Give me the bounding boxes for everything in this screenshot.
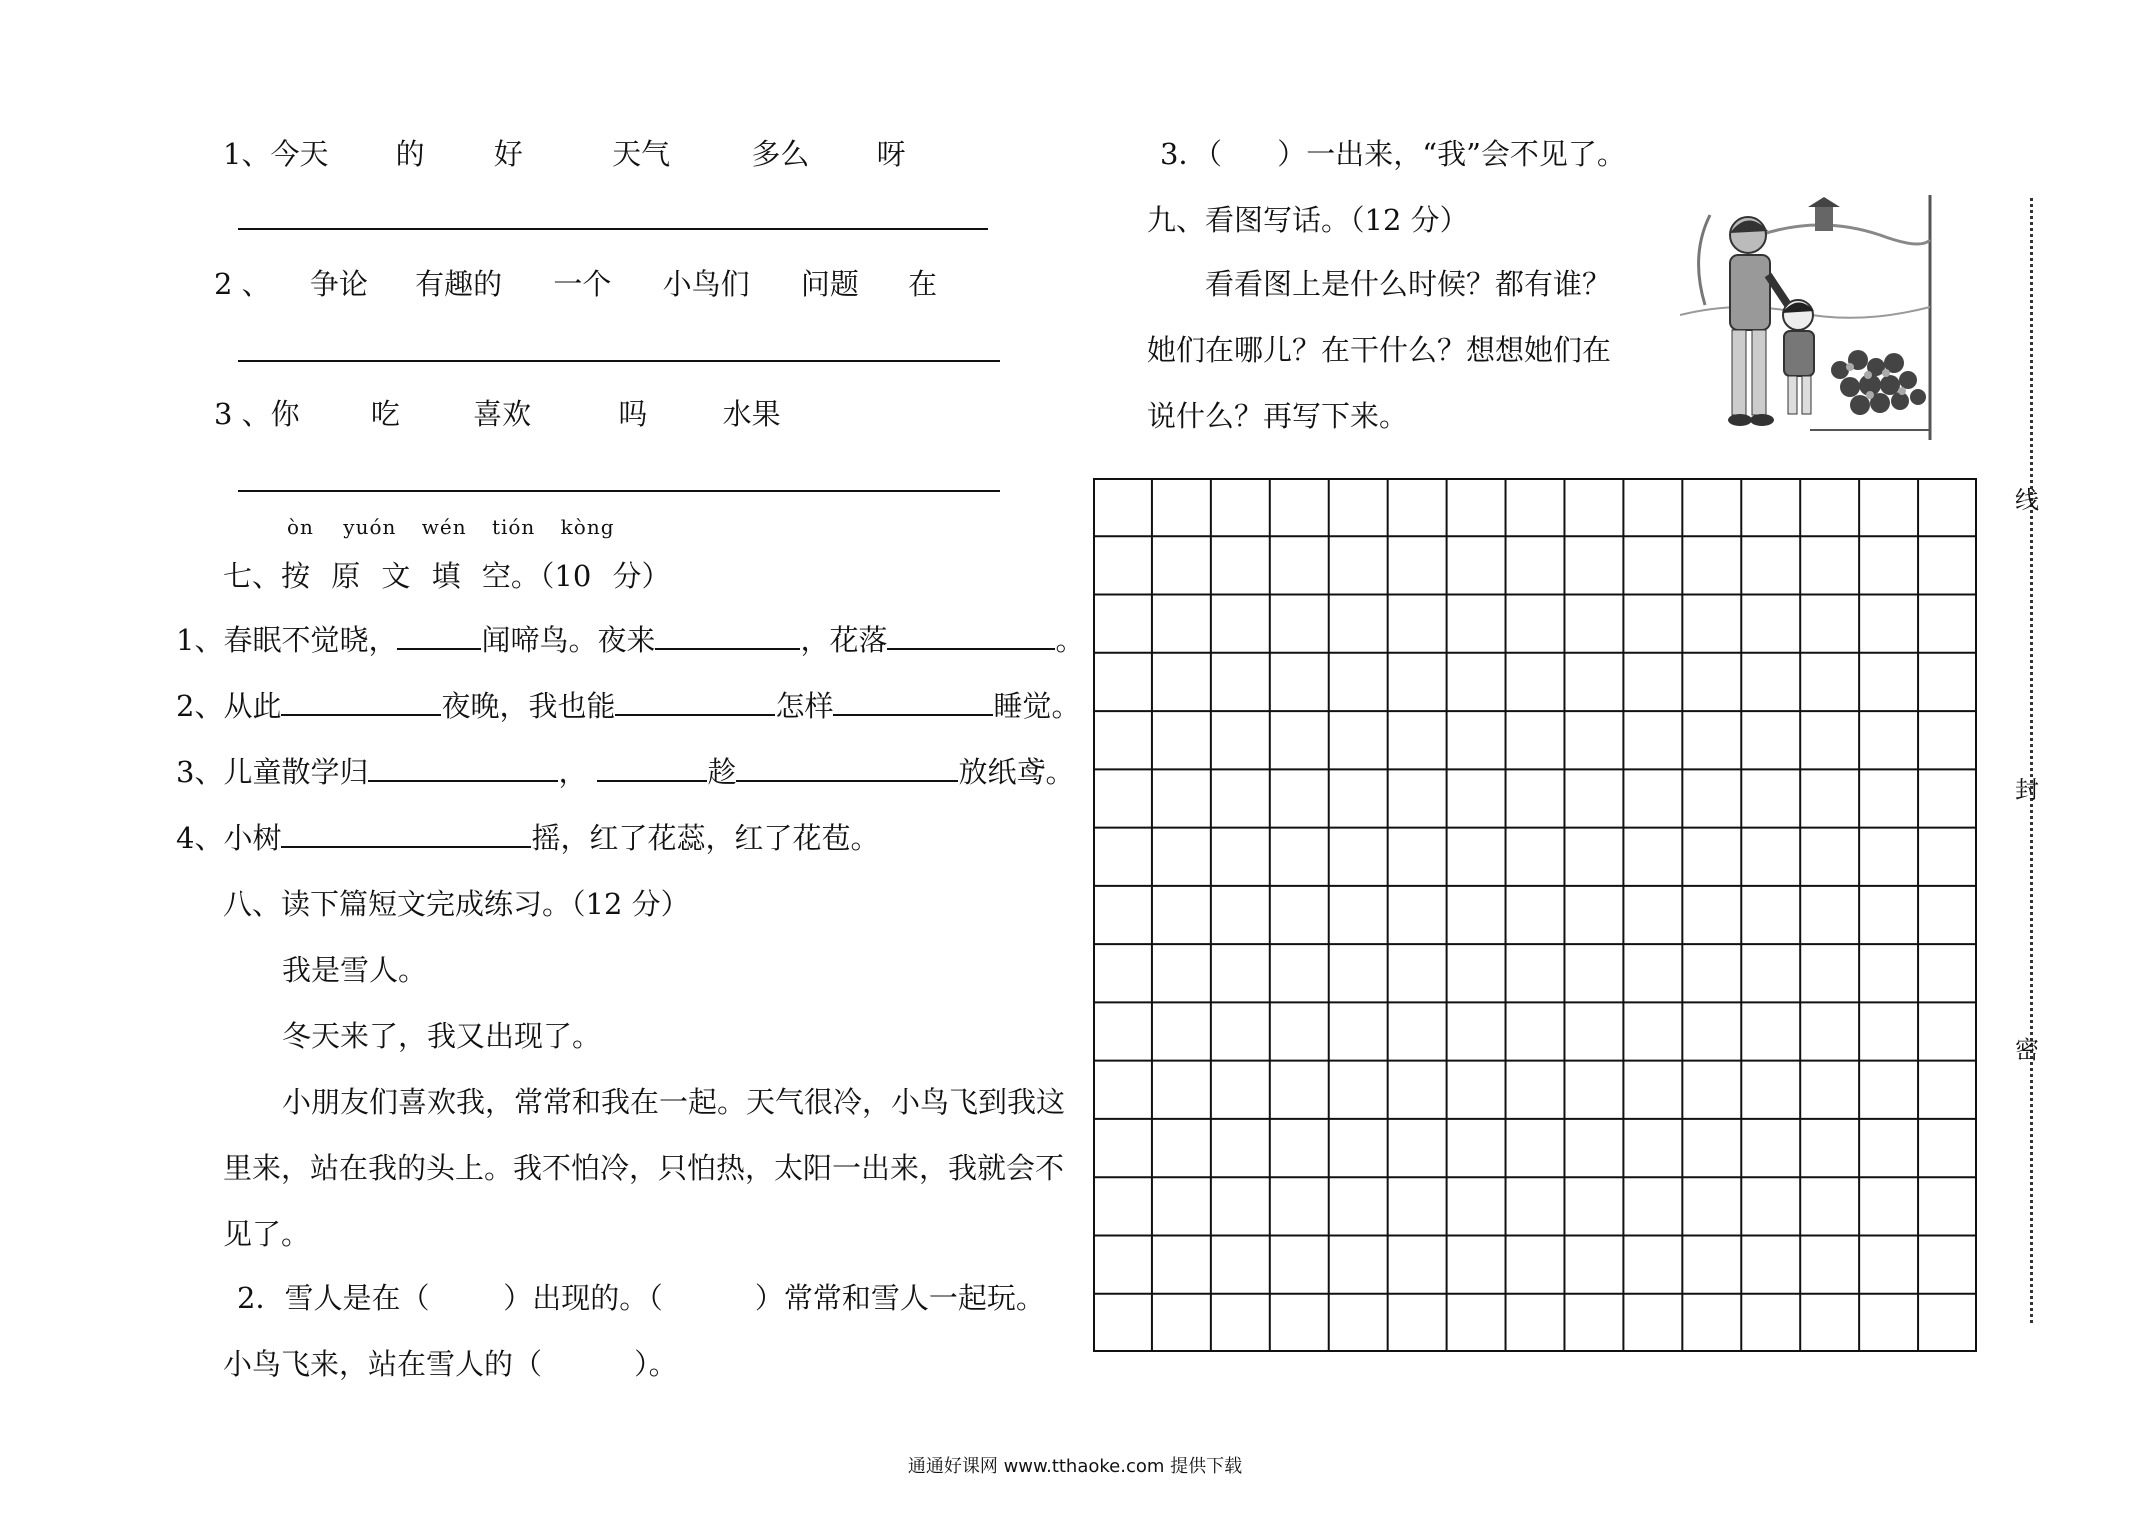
writing-grid[interactable] bbox=[1093, 478, 1977, 1352]
margin-char-feng: 封 bbox=[2015, 776, 2039, 804]
pinyin-row bbox=[287, 515, 615, 539]
answer-line-2[interactable] bbox=[238, 360, 1000, 362]
word: 有趣的 bbox=[415, 267, 503, 301]
word: 一个 bbox=[553, 267, 612, 301]
binding-dotted-line bbox=[2030, 198, 2033, 1323]
fill-line-4 bbox=[176, 820, 879, 856]
word: 小鸟们 bbox=[662, 267, 750, 301]
passage-p3a: 小朋友们喜欢我，常常和我在一起。天气很冷，小鸟飞到我这 bbox=[282, 1085, 1066, 1119]
word: 争论 bbox=[309, 267, 368, 301]
illustration-mother-child bbox=[1680, 195, 1942, 440]
illustration-svg bbox=[1680, 195, 1942, 440]
word: 3 、你 bbox=[214, 397, 300, 431]
blank[interactable] bbox=[833, 688, 993, 716]
word: 多么 bbox=[751, 137, 810, 171]
text: 3、儿童散学归 bbox=[176, 755, 369, 789]
passage-p3c: 见了。 bbox=[223, 1217, 311, 1251]
question-8-2a: 2．雪人是在（ ）出现的。（ ）常常和雪人一起玩。 bbox=[237, 1281, 1045, 1315]
word: 吗 bbox=[618, 397, 648, 431]
word: 水果 bbox=[722, 397, 781, 431]
word: 吃 bbox=[370, 397, 400, 431]
text: 睡觉。 bbox=[993, 689, 1081, 723]
text: 2、从此 bbox=[176, 689, 282, 723]
blank[interactable] bbox=[397, 622, 481, 650]
margin-char-xian: 线 bbox=[2015, 486, 2039, 514]
text: 。 bbox=[1055, 623, 1085, 657]
blank[interactable] bbox=[281, 688, 441, 716]
text: 放纸鸢。 bbox=[958, 755, 1075, 789]
word: 好 bbox=[493, 137, 523, 171]
blank[interactable] bbox=[281, 820, 531, 848]
blank[interactable] bbox=[655, 622, 800, 650]
q1-words bbox=[223, 136, 906, 172]
pinyin: wén bbox=[421, 515, 467, 539]
blank[interactable] bbox=[597, 754, 707, 782]
section-8-title: 八、读下篇短文完成练习。（12 分） bbox=[223, 887, 690, 921]
pinyin: yuón bbox=[343, 515, 397, 539]
word: 在 bbox=[908, 267, 938, 301]
word: 2 、 bbox=[214, 267, 271, 301]
q2-words bbox=[214, 266, 937, 302]
blank[interactable] bbox=[736, 754, 958, 782]
text: 1、春眠不觉晓， bbox=[176, 623, 398, 657]
section-7-title: 七、按 原 文 填 空。（10 分） bbox=[223, 559, 671, 593]
prompt-b: 她们在哪儿？在干什么？想想她们在 bbox=[1147, 333, 1612, 367]
fill-line-1 bbox=[176, 622, 1085, 658]
grid-svg[interactable] bbox=[1093, 478, 1977, 1352]
fill-line-3 bbox=[176, 754, 1075, 790]
text: ，花落 bbox=[800, 623, 888, 657]
text: 夜晚，我也能 bbox=[441, 689, 616, 723]
q3-words bbox=[214, 396, 781, 432]
text: ， bbox=[558, 755, 588, 789]
question-8-2b: 小鸟飞来，站在雪人的（ ）。 bbox=[223, 1347, 678, 1381]
pinyin: òn bbox=[287, 515, 314, 539]
word: 喜欢 bbox=[473, 397, 532, 431]
blank[interactable] bbox=[368, 754, 558, 782]
footer-text: 通通好课网 www.tthaoke.com 提供下载 bbox=[907, 1456, 1243, 1477]
fill-line-2 bbox=[176, 688, 1081, 724]
question-8-3: 3．（ ）一出来，“我”会不见了。 bbox=[1160, 137, 1626, 171]
text: 摇，红了花蕊，红了花苞。 bbox=[531, 821, 880, 855]
blank[interactable] bbox=[887, 622, 1055, 650]
passage-p3b: 里来，站在我的头上。我不怕冷，只怕热，太阳一出来，我就会不 bbox=[223, 1151, 1065, 1185]
section-9-title: 九、看图写话。（12 分） bbox=[1147, 203, 1469, 237]
word: 呀 bbox=[876, 137, 906, 171]
prompt-a: 看看图上是什么时候？都有谁？ bbox=[1205, 267, 1612, 301]
text: 趁 bbox=[707, 755, 737, 789]
text: 怎样 bbox=[775, 689, 834, 723]
pinyin: kòng bbox=[560, 515, 615, 539]
word: 天气 bbox=[612, 137, 671, 171]
word: 1、今天 bbox=[223, 137, 329, 171]
text: 闻啼鸟。夜来 bbox=[481, 623, 656, 657]
passage-p1: 我是雪人。 bbox=[282, 953, 428, 987]
answer-line-1[interactable] bbox=[238, 228, 988, 230]
word: 的 bbox=[395, 137, 425, 171]
prompt-c: 说什么？再写下来。 bbox=[1147, 399, 1409, 433]
pinyin: tión bbox=[491, 515, 536, 539]
text: 4、小树 bbox=[176, 821, 282, 855]
blank[interactable] bbox=[615, 688, 775, 716]
answer-line-3[interactable] bbox=[238, 490, 1000, 492]
passage-p2: 冬天来了，我又出现了。 bbox=[282, 1019, 602, 1053]
word: 问题 bbox=[800, 267, 859, 301]
margin-char-mi: 密 bbox=[2015, 1036, 2039, 1064]
